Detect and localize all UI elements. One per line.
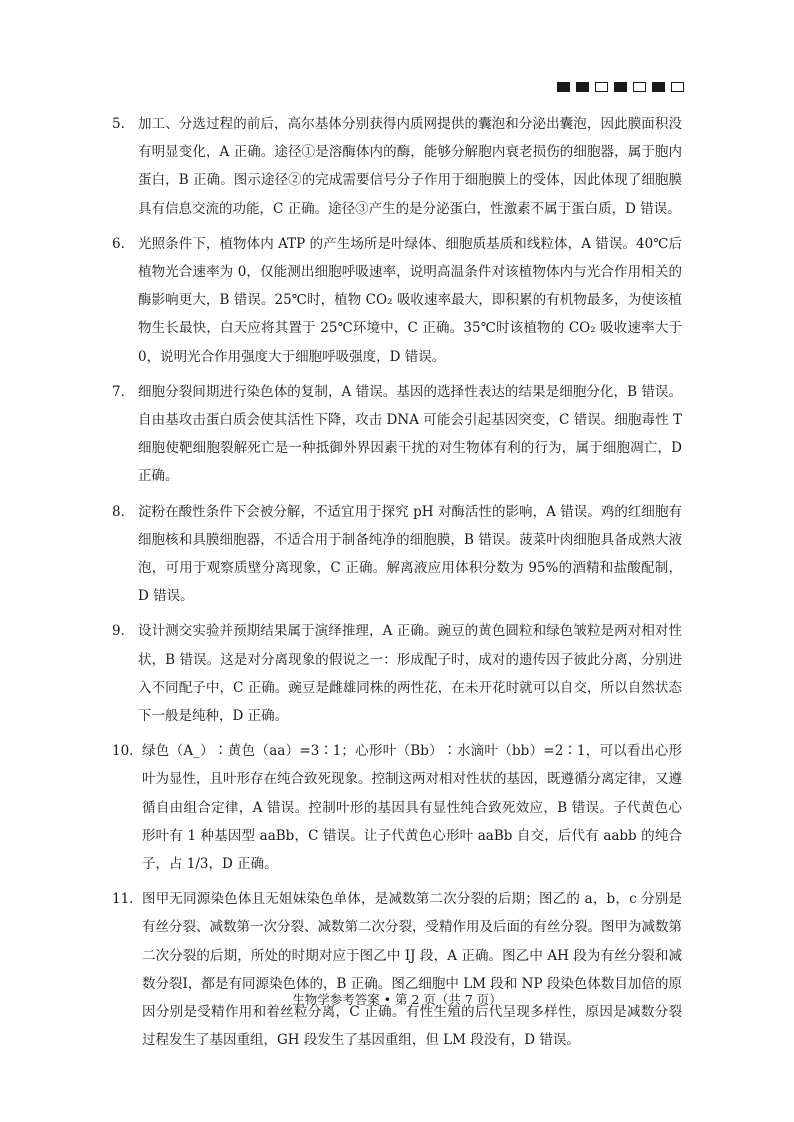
- answer-item: [112, 498, 682, 611]
- marker-block: [671, 82, 684, 92]
- answer-number: 9．: [112, 623, 135, 640]
- answer-number: 11．: [112, 891, 143, 908]
- answer-item: [112, 737, 682, 878]
- answer-text: 淀粉在酸性条件下会被分解，不适宜用于探究 pH 对酶活性的影响，A 错误。鸡的红细胞有细胞核和具膜细胞器，不适合用于制备纯净的细胞膜，B 错误。菠菜叶肉细胞具备成熟大液泡，可用于观察质壁分离现象，C 正确。解离液应用体积分数为 95%的酒精和盐酸配制，D 错误。: [138, 503, 682, 605]
- answer-list: [112, 110, 682, 1062]
- answer-text: 设计测交实验并预期结果属于演绎推理，A 正确。豌豆的黄色圆粒和绿色皱粒是两对相对性状，B 错误。这是对分离现象的假说之一：形成配子时，成对的遗传因子彼此分离，分别进入不同配子中，C 正确。豌豆是雌雄同株的两性花，在未开花时就可以自交，所以自然状态下一般是纯种，D 正确。: [138, 623, 682, 725]
- page-footer: 生物学参考答案 • 第 2 页（共 7 页）: [292, 992, 502, 1007]
- answer-item: [112, 230, 682, 371]
- answer-item: [112, 617, 682, 730]
- answer-item: [112, 378, 682, 491]
- marker-block: [576, 82, 589, 92]
- answer-number: 10．: [112, 743, 143, 760]
- marker-block: [614, 82, 627, 92]
- answer-text: 光照条件下，植物体内 ATP 的产生场所是叶绿体、细胞质基质和线粒体，A 错误。40℃后植物光合速率为 0，仅能测出细胞呼吸速率，说明高温条件对该植物体内与光合作用相关的酶影响更大，B 错误。25℃时，植物 CO₂ 吸收速率最大，即积累的有机物最多，为使该植物生长最快，白天应将其置于 25℃环境中，C 正确。35℃时该植物的 CO₂ 吸收速率大于 0，说明光合作用强度大于细胞呼吸强度，D 错误。: [138, 235, 682, 365]
- answer-item: [112, 885, 682, 1054]
- answer-text: 细胞分裂间期进行染色体的复制，A 错误。基因的选择性表达的结果是细胞分化，B 错误。自由基攻击蛋白质会使其活性下降，攻击 DNA 可能会引起基因突变，C 错误。细胞毒性 T 细胞使靶细胞裂解死亡是一种抵御外界因素干扰的对生物体有利的行为，属于细胞凋亡，D 正确。: [138, 383, 682, 485]
- page-marker: [557, 82, 684, 92]
- answer-number: 6．: [112, 235, 135, 252]
- answer-number: 5．: [112, 116, 135, 132]
- answer-text: 图甲无同源染色体且无姐妹染色单体，是减数第二次分裂的后期；图乙的 a，b，c 分别是有丝分裂、减数第一次分裂、减数第二次分裂，受精作用及后面的有丝分裂。图甲为减数第二次分裂的后期，所处的时期对应于图乙中 IJ 段，A 正确。图乙中 AH 段为有丝分裂和减数分裂Ⅰ，都是有同源染色体的，B 正确。图乙细胞中 LM 段和 NP 段染色体数目加倍的原因分别是受精作用和着丝粒分离，C 正确。有性生殖的后代呈现多样性，原因是减数分裂过程发生了基因重组，GH 段发生了基因重组，但 LM 段没有，D 错误。: [142, 891, 682, 1049]
- marker-block: [652, 82, 665, 92]
- answer-text: 绿色（A_）∶黄色（aa）=3∶1；心形叶（Bb）∶水滴叶（bb）=2∶1，可以看出心形叶为显性，且叶形存在纯合致死现象。控制这两对相对性状的基因，既遵循分离定律，又遵循自由组合定律，A 错误。控制叶形的基因具有显性纯合致死效应，B 错误。子代黄色心形叶有 1 种基因型 aaBb，C 错误。让子代黄色心形叶 aaBb 自交，后代有 aabb 的纯合子，占 1/3，D 正确。: [142, 743, 682, 873]
- answer-number: 8．: [112, 503, 135, 520]
- answer-number: 7．: [112, 383, 135, 400]
- marker-block: [557, 82, 570, 92]
- marker-block: [633, 82, 646, 92]
- answer-item: [112, 110, 682, 223]
- answer-text: 加工、分选过程的前后，高尔基体分别获得内质网提供的囊泡和分泌出囊泡，因此膜面积没有明显变化，A 正确。途径①是溶酶体内的酶，能够分解胞内衰老损伤的细胞器，属于胞内蛋白，B 正确。图示途径②的完成需要信号分子作用于细胞膜上的受体，因此体现了细胞膜具有信息交流的功能，C 正确。途径③产生的是分泌蛋白，性激素不属于蛋白质，D 错误。: [138, 116, 682, 217]
- marker-block: [595, 82, 608, 92]
